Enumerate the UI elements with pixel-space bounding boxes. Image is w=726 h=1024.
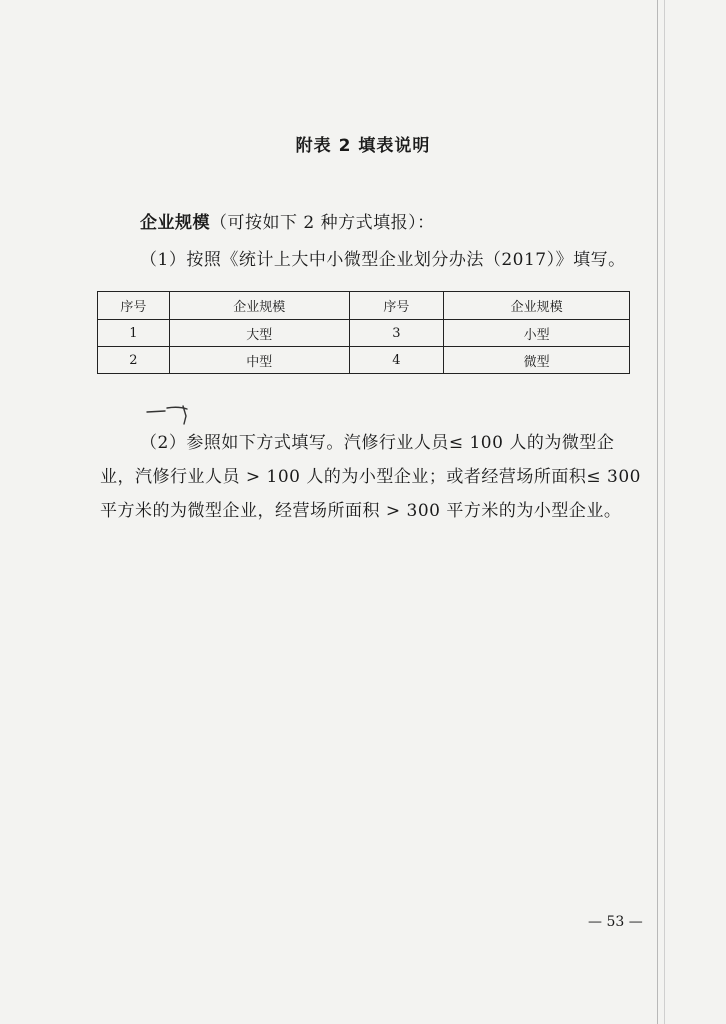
table-row [98, 320, 630, 347]
scale-table [97, 291, 630, 374]
table-cell: 3 [349, 320, 444, 347]
scale-heading [140, 208, 435, 233]
table-cell: 2 [98, 347, 170, 374]
page-title: 附表 2 填表说明 [295, 136, 431, 156]
column-header: 序号 [349, 292, 444, 320]
method-2-line-2: 业，汽修行业人员 > 100 人的为小型企业；或者经营场所面积≤ 300 [100, 467, 641, 487]
table-cell: 4 [349, 347, 444, 374]
table-header-row [98, 292, 630, 320]
table-row [98, 347, 630, 374]
table-cell: 中型 [169, 347, 349, 374]
method-2-line-3: 平方米的为微型企业，经营场所面积 > 300 平方米的为小型企业。 [100, 501, 622, 521]
page-number: — 53 — [588, 914, 643, 930]
column-header: 企业规模 [169, 292, 349, 320]
pen-mark-icon [143, 400, 203, 430]
scale-heading-note: （可按如下 2 种方式填报）： [210, 213, 435, 233]
table-cell: 微型 [444, 347, 630, 374]
method-1-text: （1）按照《统计上大中小微型企业划分办法（2017）》填写。 [140, 250, 626, 270]
table-cell: 1 [98, 320, 170, 347]
table-cell: 小型 [444, 320, 630, 347]
column-header: 序号 [98, 292, 170, 320]
scale-heading-label: 企业规模 [140, 213, 210, 233]
table-cell: 大型 [169, 320, 349, 347]
column-header: 企业规模 [444, 292, 630, 320]
method-2-line-1: （2）参照如下方式填写。汽修行业人员≤ 100 人的为微型企 [140, 433, 615, 453]
